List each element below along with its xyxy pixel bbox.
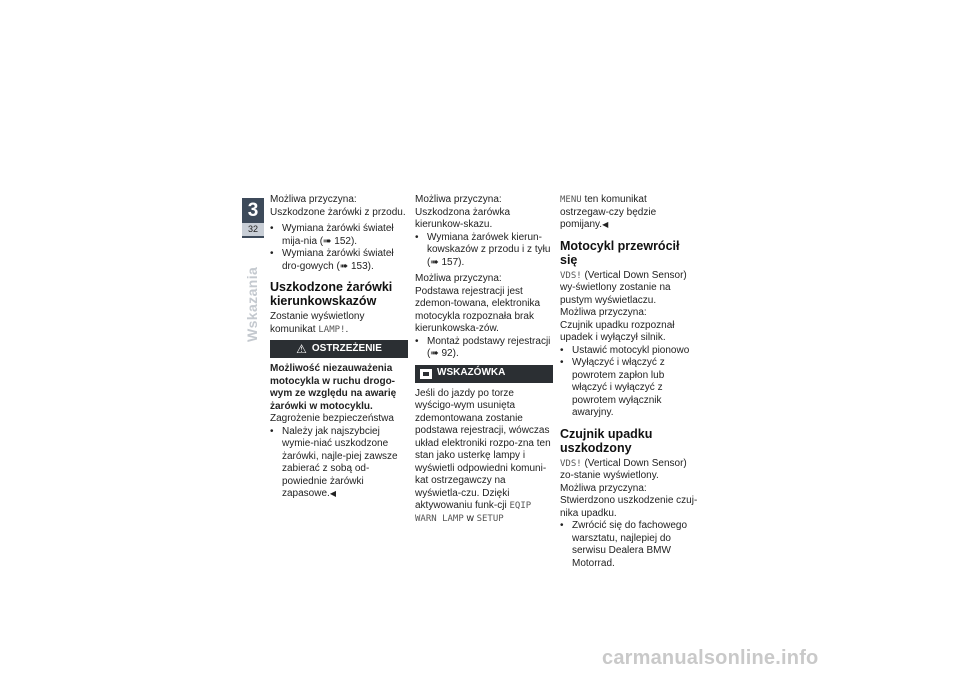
column-3 <box>560 194 698 574</box>
continuation-text: ten komunikat ostrzegaw-czy będzie pomijany. <box>560 194 657 230</box>
note-w: w <box>466 512 474 524</box>
end-mark-icon: ◀ <box>602 220 609 229</box>
list-item: • Ustawić motocykl pionowo <box>560 345 698 358</box>
chapter-number: 3 <box>247 200 259 221</box>
end-mark-icon: ◀ <box>329 489 336 498</box>
list-item <box>270 426 408 501</box>
section-heading-sensor: Czujnik upadku uszkodzony <box>560 426 653 455</box>
cause-text: Uszkodzone żarówki z przodu. <box>270 206 406 218</box>
note-banner <box>415 365 553 383</box>
vds-message-2 <box>560 458 698 483</box>
note-code-1: EQIP WARN LAMP <box>415 501 532 524</box>
note-hand-icon <box>420 369 432 379</box>
list-item: • Wyłączyć i włączyć z powrotem zapłon lub włączyć i wyłączyć z powrotem wyłącznik awaryjny. <box>560 357 698 420</box>
display-code: LAMP! <box>318 324 346 335</box>
warning-item-text: Należy jak najszybciej wymie-niać uszkodzone żarówki, najle-piej zawsze zabierać z sobą od-powiednie żarówki zapasowe. <box>282 425 398 499</box>
vds-text-2: (Vertical Down Sensor) zo-stanie wyświetlony. <box>560 457 687 481</box>
note-code-2: SETUP <box>476 513 504 524</box>
page-number: 32 <box>242 223 264 236</box>
warning-list <box>270 426 408 501</box>
warning-text: Zagrożenie bezpieczeństwa <box>270 413 394 424</box>
note-title: WSKAZÓWKA <box>437 367 506 379</box>
warning-triangle-icon: ⚠ <box>296 342 307 356</box>
cause-label: Możliwa przyczyna: <box>270 194 357 205</box>
display-end: . <box>345 323 349 335</box>
watermark-logo: carmanualsonline.info <box>602 647 819 669</box>
action-list <box>270 223 408 273</box>
note-continuation <box>560 194 698 232</box>
column-2 <box>415 194 553 529</box>
action-list-2 <box>415 336 553 361</box>
vds-code: VDS! <box>560 270 582 281</box>
list-item: • Montaż podstawy rejestracji (➠ 92). <box>415 336 553 361</box>
cause-label-2: Możliwa przyczyna: <box>415 273 502 284</box>
section-heading-fallen: Motocykl przewrócił się <box>560 238 680 267</box>
list-item: • Wymiana żarówek kierun-kowskazów z przodu i z tyłu (➠ 157). <box>415 232 553 270</box>
action-list <box>560 345 698 420</box>
cause-label: Możliwa przyczyna: <box>560 307 647 318</box>
list-item: • Wymiana żarówki świateł mija-nia (➠ 152). <box>270 223 408 248</box>
action-list-2 <box>560 520 698 570</box>
display-message <box>270 311 408 336</box>
warning-title: OSTRZEŻENIE <box>311 342 382 354</box>
action-list <box>415 232 553 270</box>
cause-label-2: Możliwa przyczyna: <box>560 482 647 494</box>
vds-text: (Vertical Down Sensor) wy-świetlony zostanie na pustym wyświetlaczu. <box>560 269 687 306</box>
cause-text: Uszkodzona żarówka kierunkow-skazu. <box>415 206 511 230</box>
cause-text-2: Podstawa rejestracji jest zdemon-towana, elektronika motocykla rozpoznała brak kierunkowska-zów. <box>415 285 541 334</box>
warning-bold-text: Możliwość niezauważenia motocykla w ruchu drogo-wym ze względu na awarię żarówki w motocyklu. <box>270 363 397 412</box>
cause-label: Możliwa przyczyna: <box>415 194 502 205</box>
list-item: • Zwrócić się do fachowego warsztatu, najlepiej do serwisu Dealera BMW Motorrad. <box>560 520 698 570</box>
chapter-marker <box>242 198 264 238</box>
vds-message <box>560 270 698 308</box>
cause-text: Czujnik upadku rozpoznał upadek i wyłączył silnik. <box>560 319 675 343</box>
list-item: • Wymiana żarówki świateł dro-gowych (➠ 153). <box>270 248 408 273</box>
note-text: Jeśli do jazdy po torze wyścigo-wym usunięta zdemontowana zostanie podstawa rejestracji, wówczas układ elektroniki rozpo-zna ten stan jako usterkę lampy i wyświetli odpowiedni komuni-kat ostrzegawczy na wyświetla-czu. Dzięki aktywowaniu funk-cji <box>415 387 551 511</box>
display-intro: Zostanie wyświetlony komunikat <box>270 311 365 335</box>
warning-banner <box>270 340 408 358</box>
column-1 <box>270 194 408 505</box>
side-section-label-text: Wskazania <box>244 266 260 342</box>
menu-code: MENU <box>560 195 582 205</box>
vds-code-2: VDS! <box>560 458 582 469</box>
section-heading: Uszkodzone żarówki kierunkowskazów <box>270 280 393 308</box>
cause-text-2: Stwierdzono uszkodzenie czuj-nika upadku. <box>560 495 698 519</box>
note-text-block <box>415 388 553 526</box>
